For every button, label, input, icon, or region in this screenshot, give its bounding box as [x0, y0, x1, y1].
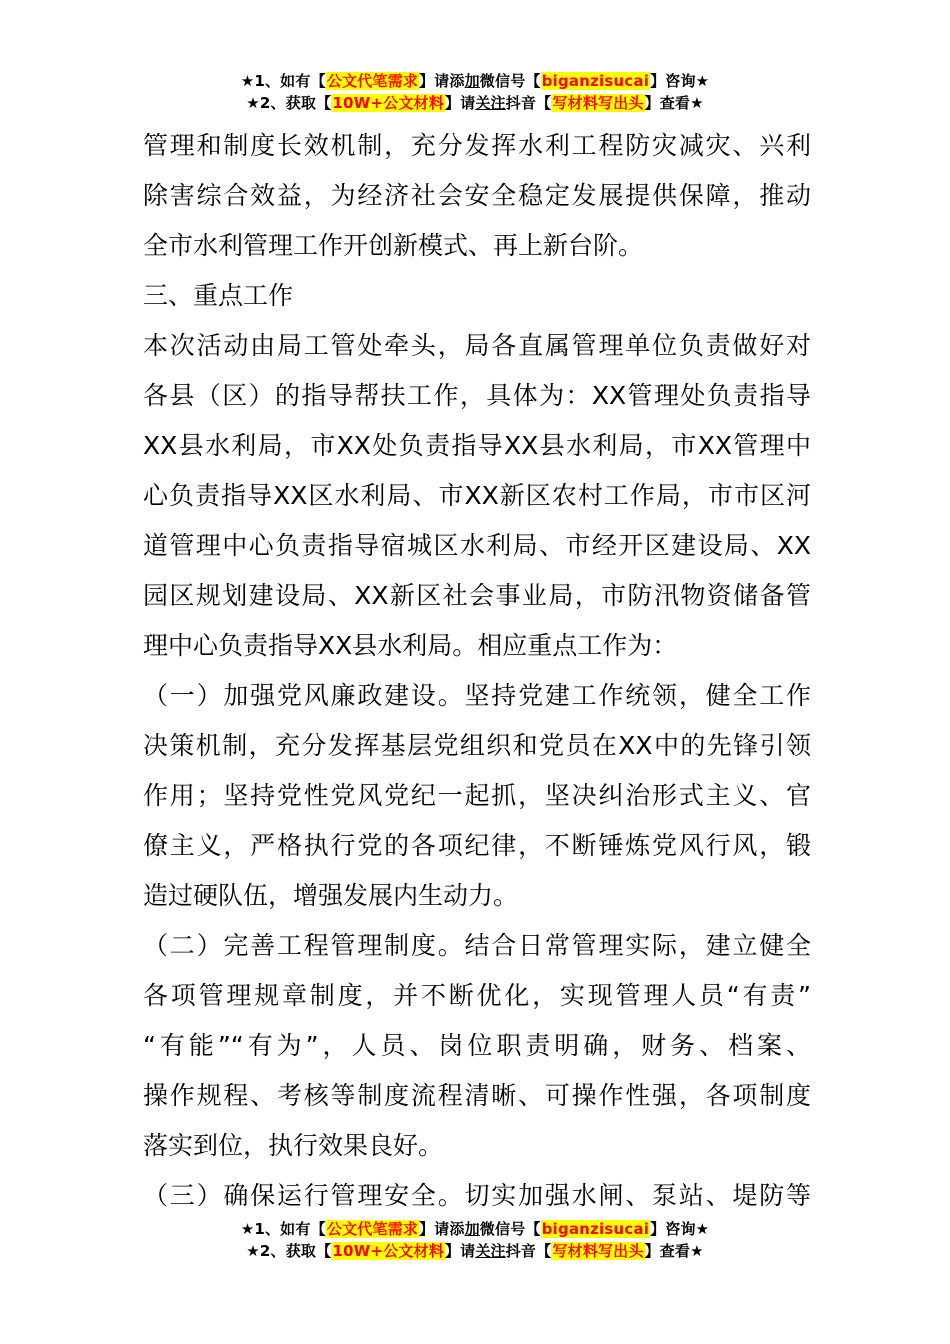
banner-line-1 — [0, 1218, 950, 1240]
banner-text: 】查看★ — [644, 94, 704, 112]
body-line: 作用；坚持党性党风党纪一起抓，坚决纠治形式主义、官 — [143, 781, 811, 810]
body-line: XX县水利局，市XX处负责指导XX县水利局，市XX管理中 — [143, 431, 811, 460]
body-line: 理中心负责指导XX县水利局。相应重点工作为： — [143, 631, 678, 660]
banner-highlight: 写材料写出头 — [552, 94, 644, 112]
banner-highlight: 写材料写出头 — [552, 1242, 644, 1260]
banner-line-2 — [0, 92, 950, 114]
banner-text: ★1、如有【 — [240, 1220, 326, 1238]
body-line: （二）完善工程管理制度。结合日常管理实际，建立健全 — [143, 931, 811, 960]
banner-text: 】请添 — [418, 1220, 465, 1238]
banner-text: 抖音【 — [505, 94, 552, 112]
body-line: （三）确保运行管理安全。切实加强水闸、泵站、堤防等 — [143, 1181, 811, 1210]
body-line: 本次活动由局工管处牵头，局各直属管理单位负责做好对 — [143, 331, 811, 360]
banner-text: ★2、获取【 — [246, 94, 332, 112]
footer-banner — [0, 1218, 950, 1262]
body-line: 道管理中心负责指导宿城区水利局、市经开区建设局、XX — [143, 531, 811, 560]
banner-text: 微信号【 — [479, 72, 541, 90]
banner-highlight: biganzisucai — [541, 72, 650, 90]
body-line: 全市水利管理工作开创新模式、再上新台阶。 — [143, 231, 644, 260]
banner-text: ★1、如有【 — [240, 72, 326, 90]
banner-line-2 — [0, 1240, 950, 1262]
document-body — [143, 121, 811, 1221]
body-line: 僚主义，严格执行党的各项纪律，不断锤炼党风行风，锻 — [143, 831, 811, 860]
body-line: 园区规划建设局、XX新区社会事业局，市防汛物资储备管 — [143, 581, 811, 610]
banner-highlight: 10W+公文材料 — [332, 1242, 444, 1260]
banner-highlight: 10W+公文材料 — [332, 94, 444, 112]
banner-text: ★2、获取【 — [246, 1242, 332, 1260]
body-line: 管理和制度长效机制，充分发挥水利工程防灾减灾、兴利 — [143, 131, 811, 160]
banner-underline: 关注 — [475, 94, 506, 112]
banner-underline: 加 — [464, 1220, 480, 1238]
banner-highlight: biganzisucai — [541, 1220, 650, 1238]
body-line: 除害综合效益，为经济社会安全稳定发展提供保障，推动 — [143, 181, 811, 210]
banner-text: 抖音【 — [505, 1242, 552, 1260]
section-heading: 三、重点工作 — [143, 281, 294, 310]
banner-text: 】咨询★ — [650, 72, 710, 90]
banner-underline: 加 — [464, 72, 480, 90]
banner-text: 微信号【 — [479, 1220, 541, 1238]
body-line: 心负责指导XX区水利局、市XX新区农村工作局，市市区河 — [143, 481, 811, 510]
banner-underline: 关注 — [475, 1242, 506, 1260]
banner-highlight: 公文代笔需求 — [326, 1220, 418, 1238]
body-line: 造过硬队伍，增强发展内生动力。 — [143, 881, 519, 910]
body-line: 决策机制，充分发挥基层党组织和党员在XX中的先锋引领 — [143, 731, 811, 760]
banner-text: 】请添 — [418, 72, 465, 90]
banner-text: 】请 — [444, 94, 476, 112]
banner-text: 】咨询★ — [650, 1220, 710, 1238]
header-banner — [0, 70, 950, 114]
body-line: “有能”“有为”，人员、岗位职责明确，财务、档案、 — [143, 1031, 811, 1060]
banner-text: 】查看★ — [644, 1242, 704, 1260]
banner-text: 】请 — [444, 1242, 476, 1260]
body-line: 落实到位，执行效果良好。 — [143, 1131, 444, 1160]
body-line: 各项管理规章制度，并不断优化，实现管理人员“有责” — [143, 981, 811, 1010]
body-line: 操作规程、考核等制度流程清晰、可操作性强，各项制度 — [143, 1081, 811, 1110]
body-line: （一）加强党风廉政建设。坚持党建工作统领，健全工作 — [143, 681, 811, 710]
banner-highlight: 公文代笔需求 — [326, 72, 418, 90]
body-line: 各县（区）的指导帮扶工作，具体为：XX管理处负责指导 — [143, 381, 811, 410]
banner-line-1 — [0, 70, 950, 92]
